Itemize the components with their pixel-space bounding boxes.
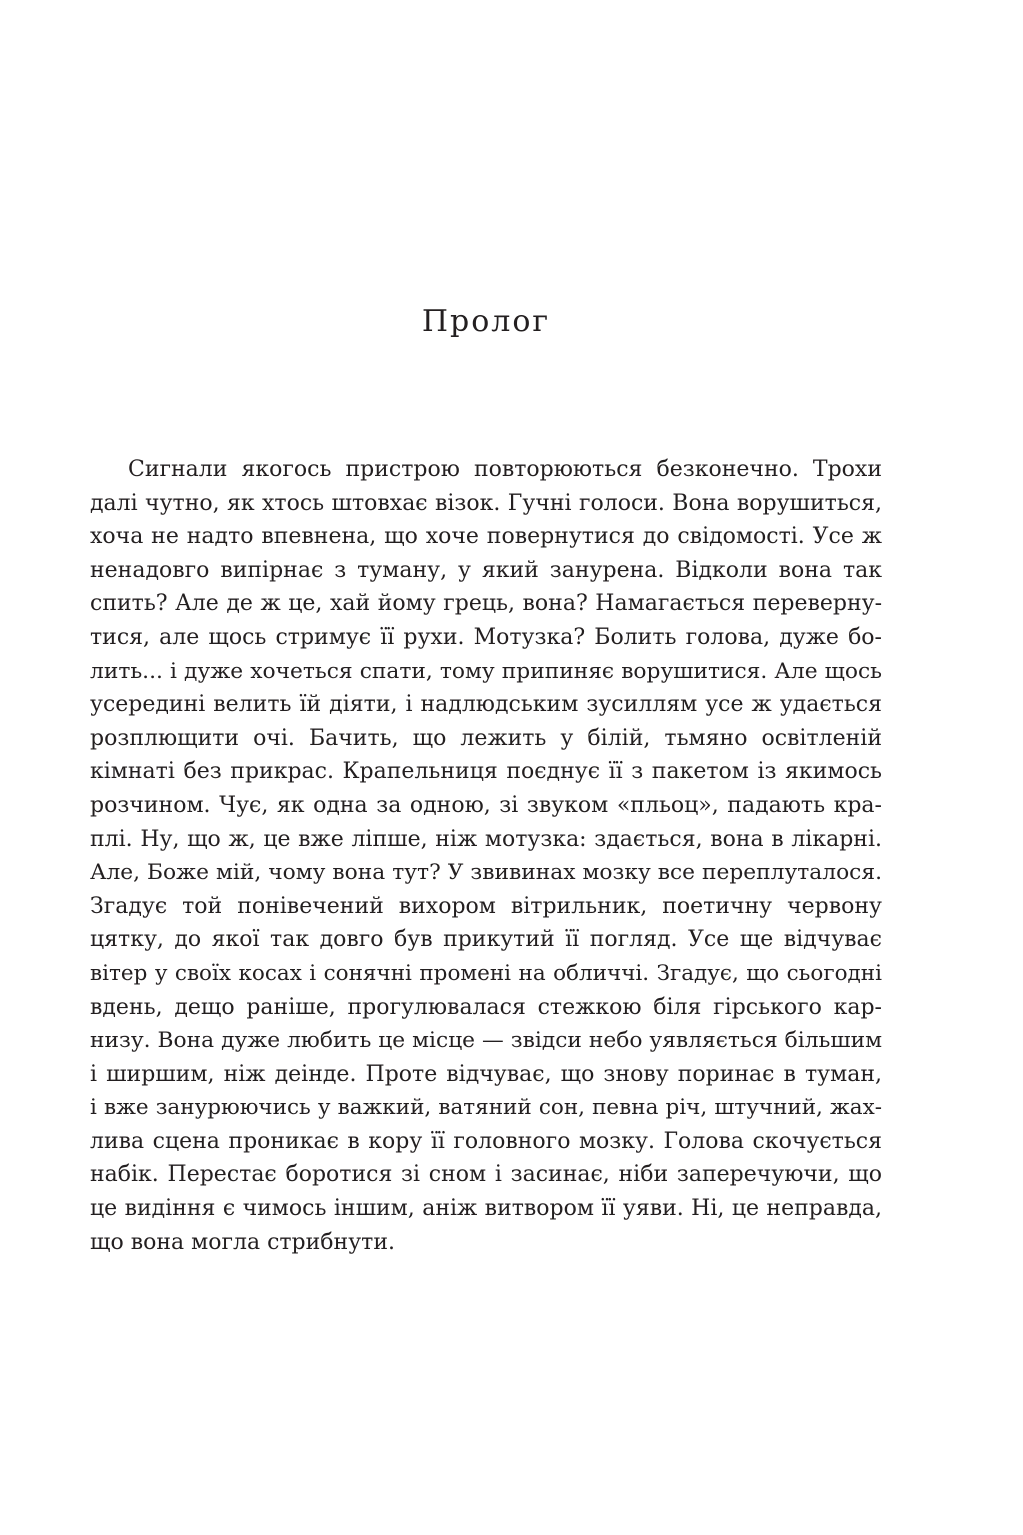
chapter-title: Пролог [421, 304, 551, 339]
text-line: кімнаті без прикрас. Крапельниця поєднує її з пакетом із якимось [90, 759, 882, 785]
text-line: Сигнали якогось пристрою повторюються безконечно. Трохи [128, 457, 882, 482]
text-line: спить? Але де ж це, хай йому грець, вона? Намагається переверну- [90, 591, 882, 617]
text-line: Згадує той понівечений вихором вітрильник, поетичну червону [90, 893, 882, 919]
text-line: Але, Боже мій, чому вона тут? У звивинах мозку все переплуталося. [90, 860, 882, 886]
prologue-paragraph [90, 453, 882, 1259]
text-line: тися, але щось стримує її рухи. Мотузка? Болить голова, дуже бо- [90, 624, 882, 650]
text-line: набік. Перестає боротися зі сном і засинає, ніби заперечуючи, що [90, 1162, 882, 1188]
text-line: вдень, дещо раніше, прогулювалася стежкою біля гірського кар- [90, 994, 882, 1020]
text-line: плі. Ну, що ж, це вже ліпше, ніж мотузка: здається, вона в лікарні. [90, 826, 882, 852]
text-line: ненадовго випірнає з туману, у який занурена. Відколи вона так [90, 557, 882, 583]
text-line: лить... і дуже хочеться спати, тому припиняє ворушитися. Але щось [90, 658, 882, 684]
text-line: це видіння є чимось іншим, аніж витвором її уяви. Ні, це неправда, [90, 1196, 882, 1222]
text-line: і вже занурюючись у важкий, ватяний сон, певна річ, штучний, жах- [90, 1095, 882, 1121]
text-line: усередині велить їй діяти, і надлюдським зусиллям усе ж удається [90, 692, 882, 718]
text-line: далі чутно, як хтось штовхає візок. Гучні голоси. Вона ворушиться, [90, 490, 882, 516]
text-line: вітер у своїх косах і сонячні промені на обличчі. Згадує, що сьогодні [90, 960, 882, 986]
text-line: цятку, до якої так довго був прикутий її погляд. Усе ще відчуває [90, 927, 882, 953]
text-line: розчином. Чує, як одна за одною, зі звуком «пльоц», падають кра- [90, 792, 882, 818]
text-line: лива сцена проникає в кору її головного мозку. Голова скочується [90, 1128, 882, 1154]
text-line: що вона могла стрибнути. [90, 1229, 395, 1255]
text-line: низу. Вона дуже любить це місце — звідси небо уявляється більшим [90, 1028, 882, 1054]
text-line: і ширшим, ніж деінде. Проте відчуває, що знову поринає в туман, [90, 1061, 882, 1087]
text-line: хоча не надто впевнена, що хоче повернутися до свідомості. Усе ж [90, 524, 882, 550]
text-line: розплющити очі. Бачить, що лежить у білій, тьмяно освітленій [90, 725, 882, 751]
